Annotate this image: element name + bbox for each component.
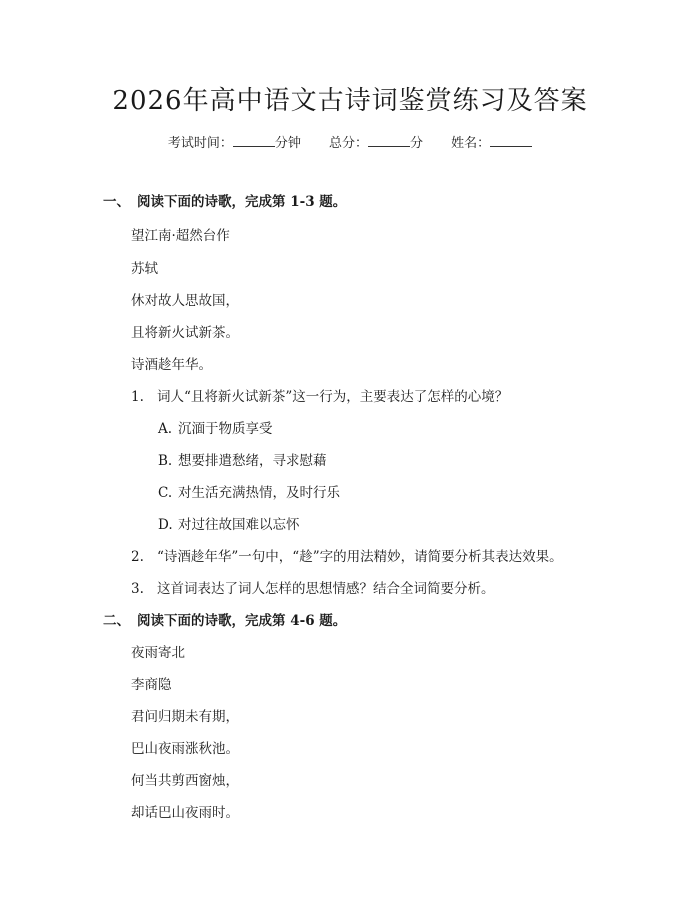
poem-line: 何当共剪西窗烛， <box>131 773 239 789</box>
question-text: 词人“且将新火试新茶”这一行为，主要表达了怎样的心境？ <box>157 389 509 405</box>
poem-line: 诗酒趁年华。 <box>131 357 212 373</box>
option-label: D. <box>158 517 173 533</box>
poem-title: 夜雨寄北 <box>131 645 185 661</box>
poem-author: 苏轼 <box>131 261 158 277</box>
question-3 <box>131 577 495 597</box>
score-unit: 分 <box>410 136 424 151</box>
name-label: 姓名： <box>451 136 491 151</box>
question-2 <box>131 545 563 565</box>
section-number: 一、 <box>103 194 130 210</box>
section-1-heading <box>103 190 346 210</box>
option-label: C. <box>158 485 173 501</box>
score-blank <box>368 134 410 147</box>
section-number: 二、 <box>103 613 130 629</box>
exam-info <box>0 132 700 151</box>
score-label: 总分： <box>328 136 368 151</box>
poem-title: 望江南·超然台作 <box>131 228 230 244</box>
poem-line: 君问归期未有期， <box>131 709 239 725</box>
time-unit: 分钟 <box>274 136 301 151</box>
poem-line: 休对故人思故国， <box>131 293 239 309</box>
question-number: 3. <box>131 581 144 597</box>
section-instruction: 阅读下面的诗歌，完成第 4-6 题。 <box>137 613 347 629</box>
option-text: 对过往故国难以忘怀 <box>178 517 300 533</box>
time-blank <box>233 134 275 147</box>
option-d <box>158 513 300 533</box>
exam-time <box>168 136 301 151</box>
student-name <box>451 136 532 151</box>
option-b <box>158 449 327 469</box>
option-text: 沉湎于物质享受 <box>178 421 273 437</box>
total-score <box>329 136 423 151</box>
question-text: 这首词表达了词人怎样的思想情感？结合全词简要分析。 <box>157 581 495 597</box>
poem-author: 李商隐 <box>131 677 172 693</box>
poem-line: 且将新火试新茶。 <box>131 325 239 341</box>
option-label: B. <box>158 453 173 469</box>
section-2-heading <box>103 609 346 629</box>
name-blank <box>490 134 532 147</box>
question-1 <box>131 385 508 405</box>
option-a <box>158 417 273 437</box>
question-number: 1. <box>131 389 144 405</box>
option-text: 对生活充满热情，及时行乐 <box>178 485 340 501</box>
question-number: 2. <box>131 549 144 565</box>
page-title: 2026年高中语文古诗词鉴赏练习及答案 <box>112 86 588 116</box>
time-label: 考试时间： <box>167 136 233 151</box>
option-label: A. <box>158 421 173 437</box>
question-text: “诗酒趁年华”一句中，“趁”字的用法精妙，请简要分析其表达效果。 <box>157 549 563 565</box>
section-instruction: 阅读下面的诗歌，完成第 1-3 题。 <box>137 194 347 210</box>
option-text: 想要排遣愁绪，寻求慰藉 <box>178 453 327 469</box>
poem-line: 巴山夜雨涨秋池。 <box>131 741 239 757</box>
poem-line: 却话巴山夜雨时。 <box>131 805 239 821</box>
option-c <box>158 481 340 501</box>
